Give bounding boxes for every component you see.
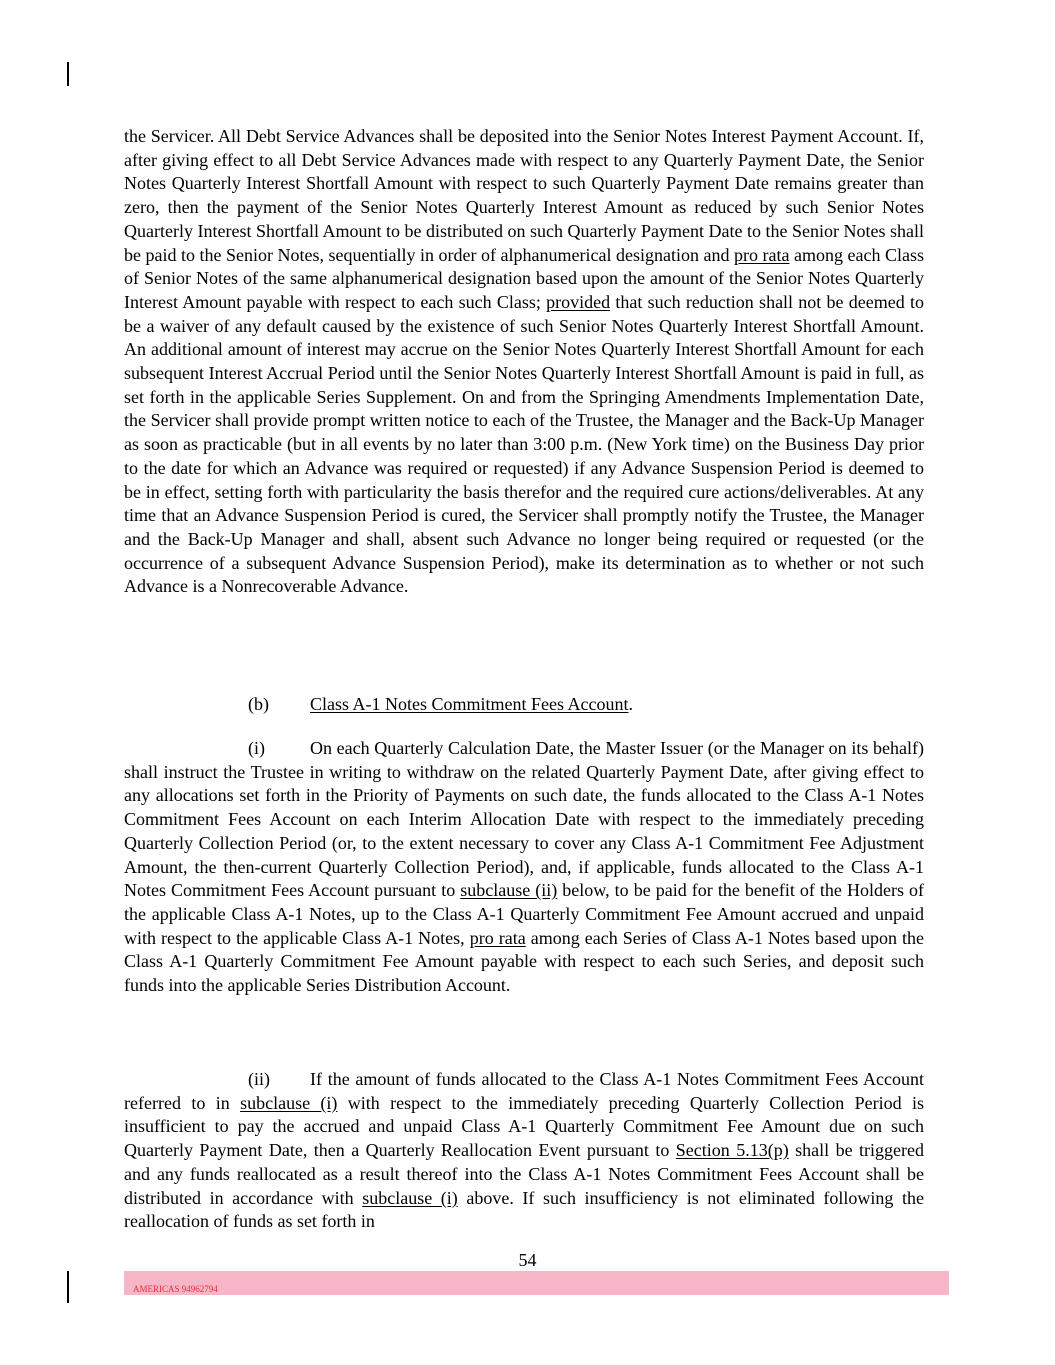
paragraph-text: among each Series of Class A-1 Notes based upon the Class A-1 Quarterly Commitment Fee Amount payable with respect to each such Series, and deposit such funds into the applicable Series Distribution Account. <box>124 927 925 996</box>
cross-reference: subclause (ii) <box>460 880 558 901</box>
paragraph-text: the Servicer. All Debt Service Advances shall be deposited into the Senior Notes Interest Payment Account. If, after giving effect to all Debt Service Advances made with respect to any Quarterly Payment Date, the Senior Notes Quarterly Interest Shortfall Amount with respect to such Quarterly Payment Date remains greater than zero, then the payment of the Senior Notes Quarterly Interest Amount as reduced by such Senior Notes Quarterly Interest Shortfall Amount to be distributed on such Quarterly Payment Date to the Senior Notes shall be paid to the Senior Notes, sequentially in order of alphanumerical designation and <box>124 126 924 265</box>
paragraph-text: with respect to the immediately preceding Quarterly Collection Period is insufficient to pay the accrued and unpaid Class A-1 Quarterly Commitment Fee Amount due on such Quarterly Payment Date, then a Quarterly Reallocation Event pursuant to <box>124 1092 925 1161</box>
paragraph-text: below, to be paid for the benefit of the Holders of the applicable Class A-1 Notes, up to the Class A-1 Quarterly Commitment Fee Amount accrued and unpaid with respect to the applicable Class A-1 Notes, <box>124 880 924 948</box>
clause-enumerator: (i) <box>248 738 265 758</box>
body-paragraph <box>124 125 924 599</box>
paragraph-text: above. If such insufficiency is not eliminated following the reallocation of funds as set forth in <box>124 1187 924 1232</box>
paragraph-text: If the amount of funds allocated to the Class A-1 Notes Commitment Fees Account referred to in <box>124 1069 924 1113</box>
cross-reference: Section 5.13(p) <box>675 1140 789 1161</box>
underlined-term: pro rata <box>469 927 526 948</box>
paragraph-text: shall be triggered and any funds reallocated as a result thereof into the Class A-1 Notes Commitment Fees Account shall be distributed in accordance with <box>124 1140 925 1208</box>
page-number: 54 <box>518 1250 537 1270</box>
footer-band <box>124 1271 949 1295</box>
clause-ii-paragraph <box>124 1068 924 1234</box>
document-id: AMERICAS 94962794 <box>133 1284 218 1294</box>
cross-reference: subclause (i) <box>240 1092 338 1113</box>
revision-change-bar <box>67 62 69 86</box>
clause-enumerator: (ii) <box>248 1069 270 1089</box>
section-heading-b <box>124 693 924 717</box>
paragraph-text: that such reduction shall not be deemed to be a waiver of any default caused by the existence of such Senior Notes Quarterly Interest Shortfall Amount. An additional amount of interest may accrue on the Senior Notes Quarterly Interest Shortfall Amount for each subsequent Interest Accrual Period until the Senior Notes Quarterly Interest Shortfall Amount is paid in full, as set forth in the applicable Series Supplement. On and from the Springing Amendments Implementation Date, the Servicer shall provide prompt written notice to each of the Trustee, the Manager and the Back-Up Manager as soon as practicable (but in all events by no later than 3:00 p.m. (New York time) on the Business Day prior to the date for which an Advance was required or requested) if any Advance Suspension Period is deemed to be in effect, setting forth with particularity the basis therefor and the required cure actions/deliverables. At any time that an Advance Suspension Period is cured, the Servicer shall promptly notify the Trustee, the Manager and the Back-Up Manager and shall, absent such Advance no longer being required or requested (or the occurrence of a subsequent Advance Suspension Period), make its determination as to whether or not such Advance is a Nonrecoverable Advance. <box>124 291 925 597</box>
section-title-period: . <box>628 694 633 714</box>
section-enumerator: (b) <box>248 694 269 714</box>
underlined-term: pro rata <box>734 244 790 265</box>
clause-i-paragraph <box>124 737 924 998</box>
revision-change-bar <box>67 1271 69 1303</box>
underlined-term: provided <box>546 291 611 312</box>
section-title: Class A-1 Notes Commitment Fees Account <box>310 694 629 714</box>
paragraph-text: On each Quarterly Calculation Date, the Master Issuer (or the Manager on its behalf) shall instruct the Trustee in writing to withdraw on the related Quarterly Payment Date, after giving effect to any allocations set forth in the Priority of Payments on such date, the funds allocated to the Class A-1 Notes Commitment Fees Account on each Interim Allocation Date with respect to the immediately preceding Quarterly Collection Period (or, to the extent necessary to cover any Class A-1 Commitment Fee Adjustment Amount, the then-current Quarterly Collection Period), and, if applicable, funds allocated to the Class A-1 Notes Commitment Fees Account pursuant to <box>124 738 924 901</box>
paragraph-text: among each Class of Senior Notes of the same alphanumerical designation based upon the amount of the Senior Notes Quarterly Interest Amount payable with respect to each such Class; <box>124 244 924 312</box>
cross-reference: subclause (i) <box>362 1187 458 1208</box>
